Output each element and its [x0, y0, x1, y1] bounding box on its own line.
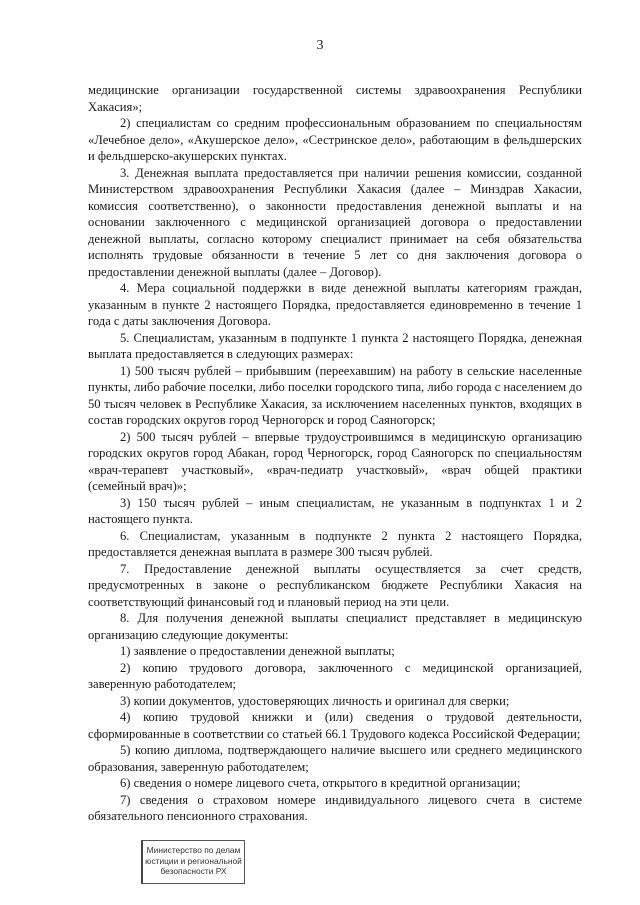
- paragraph-8-7: 7) сведения о страховом номере индивидуального лицевого счета в системе обязательного пенсионного страхования.: [88, 792, 582, 823]
- paragraph-8-4: 4) копию трудовой книжки и (или) сведения о трудовой деятельности, сформированные в соответствии со статьей 66.1 Трудового кодекса Российской Федерации;: [88, 710, 582, 741]
- paragraph-7: 7. Предоставление денежной выплаты осуществляется за счет средств, предусмотренных в законе о республиканском бюджете Республики Хакасия на соответствующий финансовый год и плановый период на эти цели.: [88, 561, 582, 609]
- paragraph-8-3: 3) копии документов, удостоверяющих личность и оригинал для сверки;: [120, 693, 510, 708]
- paragraph-5-1: 1) 500 тысяч рублей – прибывшим (переехавшим) на работу в сельские населенные пункты, либо рабочие поселки, либо поселки городского типа, либо города с населением до 50 тысяч человек в Республике Хакасия, за исключением населенных пунктов, входящих в состав городских округов город Черногорск и город Саяногорск;: [88, 363, 582, 427]
- paragraph-8: 8. Для получения денежной выплаты специалист представляет в медицинскую организацию следующие документы:: [88, 611, 582, 642]
- paragraph-2-2: 2) специалистам со средним профессиональным образованием по специальностям «Лечебное дело», «Акушерское дело», «Сестринское дело», работающим в фельдшерских и фельдшерско-акушерских пунктах.: [88, 116, 582, 163]
- paragraph-continuation: медицинские организации государственной системы здравоохранения Республики Хакасия»;: [88, 83, 582, 114]
- paragraph-8-6: 6) сведения о номере лицевого счета, открытого в кредитной организации;: [120, 776, 521, 790]
- paragraph-8-2: 2) копию трудового договора, заключенного с медицинской организацией, заверенную работодателем;: [88, 660, 582, 691]
- stamp-line: Министерство по делам: [146, 845, 241, 855]
- paragraph-6: 6. Специалистам, указанным в подпункте 2 пункта 2 настоящего Порядка, предоставляется денежная выплата в размере 300 тысяч рублей.: [88, 528, 582, 559]
- paragraph-4: 4. Мера социальной поддержки в виде денежной выплаты категориям граждан, указанным в пункте 2 настоящего Порядка, предоставляется единовременно в течение 1 года с даты заключения Договора.: [88, 281, 582, 328]
- paragraph-8-1: 1) заявление о предоставлении денежной выплаты;: [120, 644, 395, 658]
- paragraph-3: 3. Денежная выплата предоставляется при наличии решения комиссии, созданной Министерством здравоохранения Республики Хакасия (далее – Минздрав Хакасии, комиссия соответственно), о законности предоставления денежной выплаты и на основании заключенного с медицинской организацией договора о предоставлении денежной выплаты, согласно которому специалист принимает на себя обязательства исполнять трудовые обязанности в течение 5 лет со дня заключения договора о предоставлении денежной выплаты (далее – Договор).: [88, 165, 582, 279]
- paragraph-8-5: 5) копию диплома, подтверждающего наличие высшего или среднего медицинского образования, заверенную работодателем;: [88, 743, 582, 774]
- stamp-line: юстиции и региональной: [145, 855, 242, 866]
- stamp-line: безопасности РХ: [160, 866, 227, 876]
- page-number: 3: [316, 38, 324, 53]
- paragraph-5: 5. Специалистам, указанным в подпункте 1 пункта 2 настоящего Порядка, денежная выплата предоставляется в следующих размерах:: [88, 330, 582, 361]
- paragraph-5-2: 2) 500 тысяч рублей – впервые трудоустроившимся в медицинскую организацию городских округов город Абакан, город Черногорск, город Саяногорск по специальностям «врач-терапевт участковый», «врач-педиатр участковый», «врач общей практики (семейный врач)»;: [88, 429, 582, 493]
- document-body: [88, 82, 582, 825]
- paragraph-5-3: 3) 150 тысяч рублей – иным специалистам, не указанным в подпунктах 1 и 2 настоящего пункта.: [88, 495, 582, 526]
- ministry-stamp: [141, 840, 245, 884]
